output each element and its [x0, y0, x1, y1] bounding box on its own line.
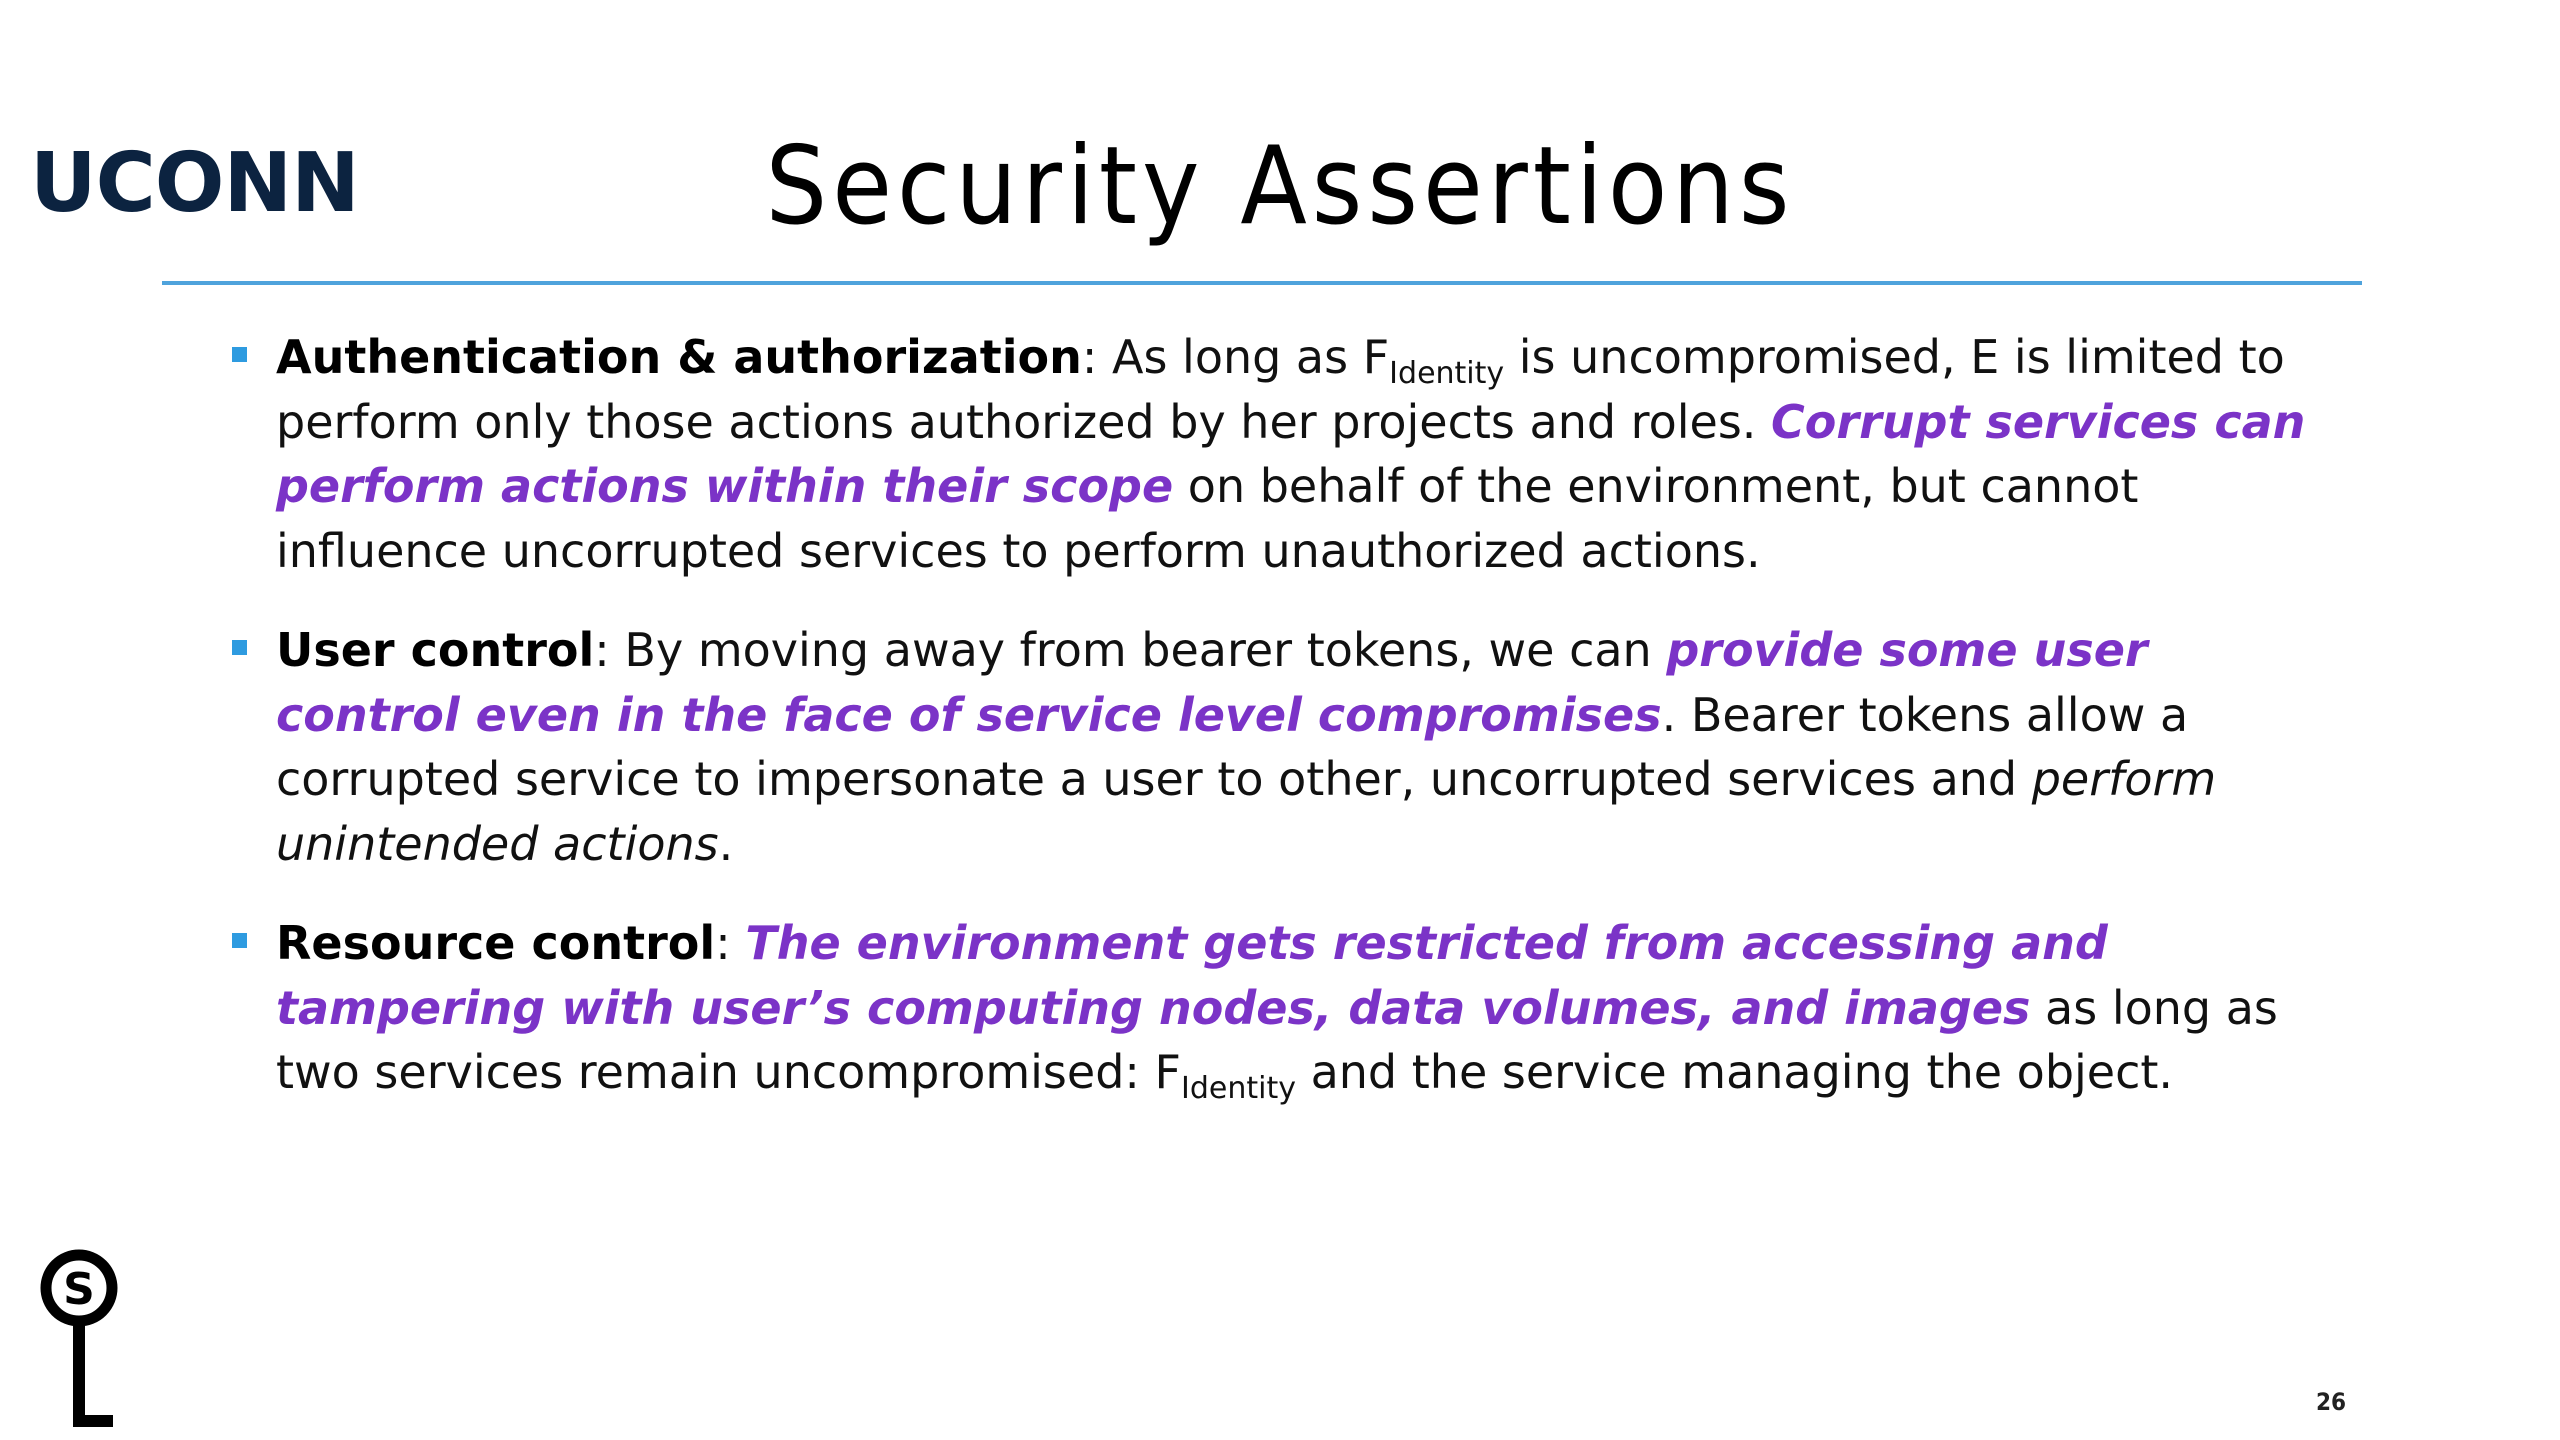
bullet-colon: : [594, 623, 610, 677]
uconn-logo: UCONN [30, 136, 359, 231]
bullet-square-icon [232, 933, 247, 948]
bullet-italic: perform unintended actions [276, 752, 2217, 871]
title-divider [162, 281, 2362, 285]
bullet-text: as long as two services remain uncompromised: F [276, 980, 2278, 1099]
bullet-text: As long as F [1097, 330, 1390, 384]
bullet-emphasis: Corrupt services can perform actions within their scope [276, 394, 2306, 513]
bullet-text: is uncompromised, E is limited to perform only those actions authorized by her projects and roles. [276, 330, 2285, 449]
bullet-user-control [228, 618, 2308, 876]
bullet-lead: Resource control [276, 916, 716, 970]
bullet-square-icon [232, 347, 247, 362]
bullet-square-icon [232, 640, 247, 655]
bullet-emphasis: provide some user control even in the face of service level compromises [276, 623, 2148, 742]
bullet-colon: : [1081, 330, 1098, 384]
bullet-text: . [718, 816, 734, 871]
bullet-emphasis: The environment gets restricted from accessing and tampering with user’s computing nodes, data volumes, and images [276, 916, 2108, 1035]
bullet-list [228, 325, 2308, 1140]
bullet-text: on behalf of the environment, but cannot influence uncorrupted services to perform unauthorized actions. [276, 459, 2139, 578]
slide-title: Security Assertions [765, 124, 1795, 249]
bullet-colon: : [715, 916, 746, 970]
bullet-lead: Authentication & authorization [276, 330, 1082, 384]
svg-text:S: S [63, 1264, 95, 1315]
bullet-text: . Bearer tokens allow a corrupted service to impersonate a user to other, uncorrupted services and [276, 687, 2189, 806]
page-number: 26 [2316, 1388, 2347, 1416]
bullet-lead: User control [276, 623, 595, 677]
keyhole-s-logo-icon [34, 1243, 124, 1433]
bullet-text: By moving away from bearer tokens, we can [609, 623, 1667, 677]
bullet-text: and the service managing the object. [1295, 1045, 2174, 1099]
bullet-authentication [228, 325, 2308, 583]
identity-subscript: Identity [1180, 1071, 1296, 1106]
bullet-resource-control [228, 911, 2308, 1105]
identity-subscript: Identity [1389, 356, 1505, 391]
